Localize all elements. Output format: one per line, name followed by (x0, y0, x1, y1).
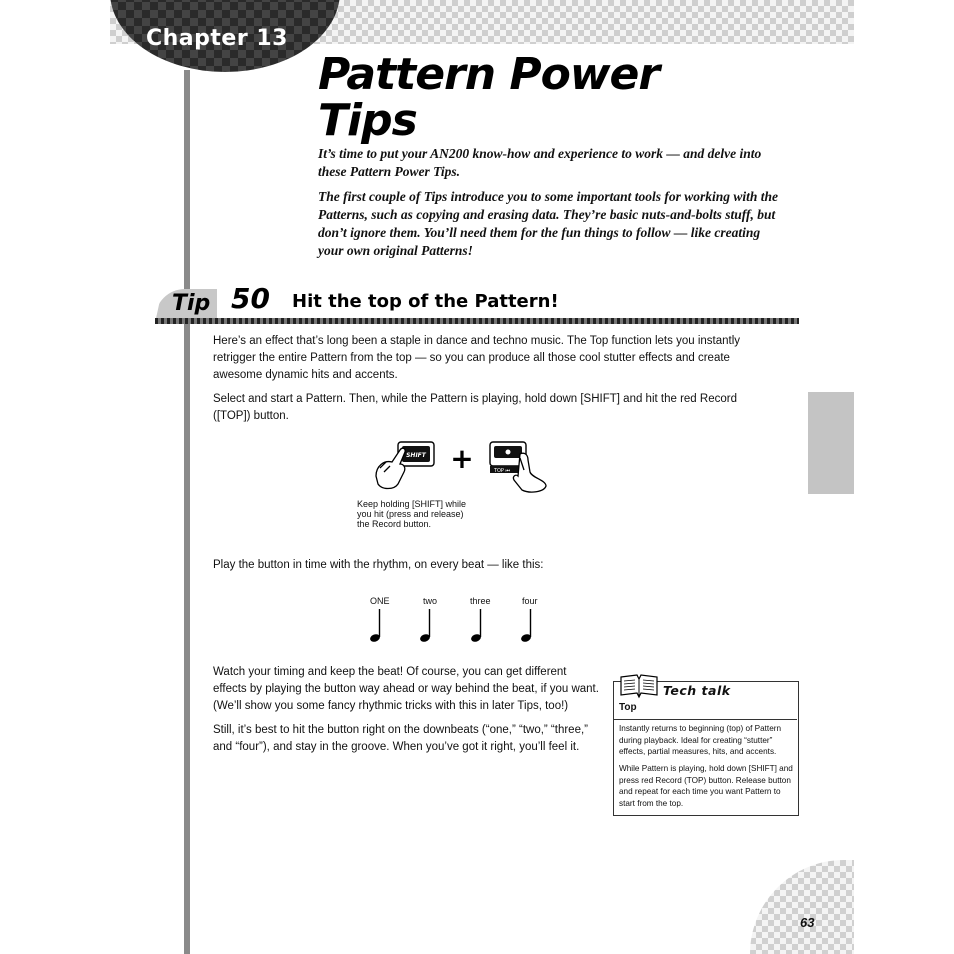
record-key-label: TOP ⏮ (493, 468, 511, 474)
beat-label-2: two (423, 596, 438, 606)
beat-label-4: four (522, 596, 538, 606)
body-paragraph-4: Watch your timing and keep the beat! Of course, you can get different effects by playing the button way ahead or way behind the beat, if you want. (We’ll show you some fancy rhythmic tricks with this in later Tips, too!) (213, 666, 599, 712)
illustration-caption: Keep holding [SHIFT] while you hit (press and release) the Record button. (357, 499, 467, 529)
quarter-note-icon (369, 609, 381, 643)
hand-pressing-icon (376, 448, 405, 488)
quarter-note-icon (419, 609, 431, 643)
shift-key-label: SHIFT (406, 452, 426, 459)
tech-talk-paragraph-2: While Pattern is playing, hold down [SHIFT] and press red Record (TOP) button. Release button and repeat for each time you want Pattern to start from the top. (619, 764, 793, 808)
tip-number: 50 (231, 282, 270, 315)
tip-title: Hit the top of the Pattern! (292, 291, 559, 312)
quarter-notes (360, 605, 560, 645)
body-paragraph-1: Here’s an effect that’s long been a staple in dance and techno music. The Top function lets you instantly retrigger the entire Pattern from the top — so you can produce all those cool stutter effects and create awesome dynamic hits and accents. (213, 335, 741, 381)
left-margin-rule (184, 70, 190, 954)
plus-sign: + (450, 442, 474, 475)
beat-label-3: three (470, 596, 491, 606)
quarter-note-icon (470, 609, 482, 643)
beat-label-1: ONE (370, 596, 390, 606)
body-paragraph-5: Still, it’s best to hit the button right on the downbeats (“one,” “two,” “three,” and “four”), and stay in the groove. When you’ve got it right, you’ll feel it. (213, 724, 589, 753)
tech-talk-paragraph-1: Instantly returns to beginning (top) of Pattern during playback. Ideal for creating “stutter” effects, partial measures, hits, and accents. (619, 724, 782, 756)
chapter-label: Chapter 13 (146, 26, 288, 51)
tech-talk-title: Tech talk (663, 683, 731, 698)
shift-record-illustration (370, 436, 560, 496)
body-paragraph-2: Select and start a Pattern. Then, while the Pattern is playing, hold down [SHIFT] and hit the red Record ([TOP]) button. (213, 393, 737, 422)
page-title (318, 49, 838, 146)
intro-paragraph-2: The first couple of Tips introduce you to some important tools for working with the Patterns, such as copying and erasing data. They’re basic nuts-and-bolts stuff, but don’t ignore them. You’ll need them for the fun things to follow — like creating your own original Patterns! (318, 189, 779, 258)
quarter-note-icon (520, 609, 532, 643)
tech-talk-term: Top (619, 702, 637, 713)
tip-divider (155, 318, 799, 324)
intro-paragraph-1: It’s time to put your AN200 know-how and experience to work — and delve into these Pattern Power Tips. (318, 146, 762, 179)
side-thumb-tab (808, 392, 854, 494)
page-title-line-1: Pattern Power (318, 49, 660, 100)
footer-checker-corner (750, 860, 854, 954)
page-number: 63 (800, 915, 815, 930)
body-paragraph-3: Play the button in time with the rhythm, on every beat — like this: (213, 559, 544, 571)
tip-word: Tip (172, 291, 211, 316)
page-title-line-2: Tips (318, 95, 417, 146)
open-book-icon (619, 671, 659, 699)
